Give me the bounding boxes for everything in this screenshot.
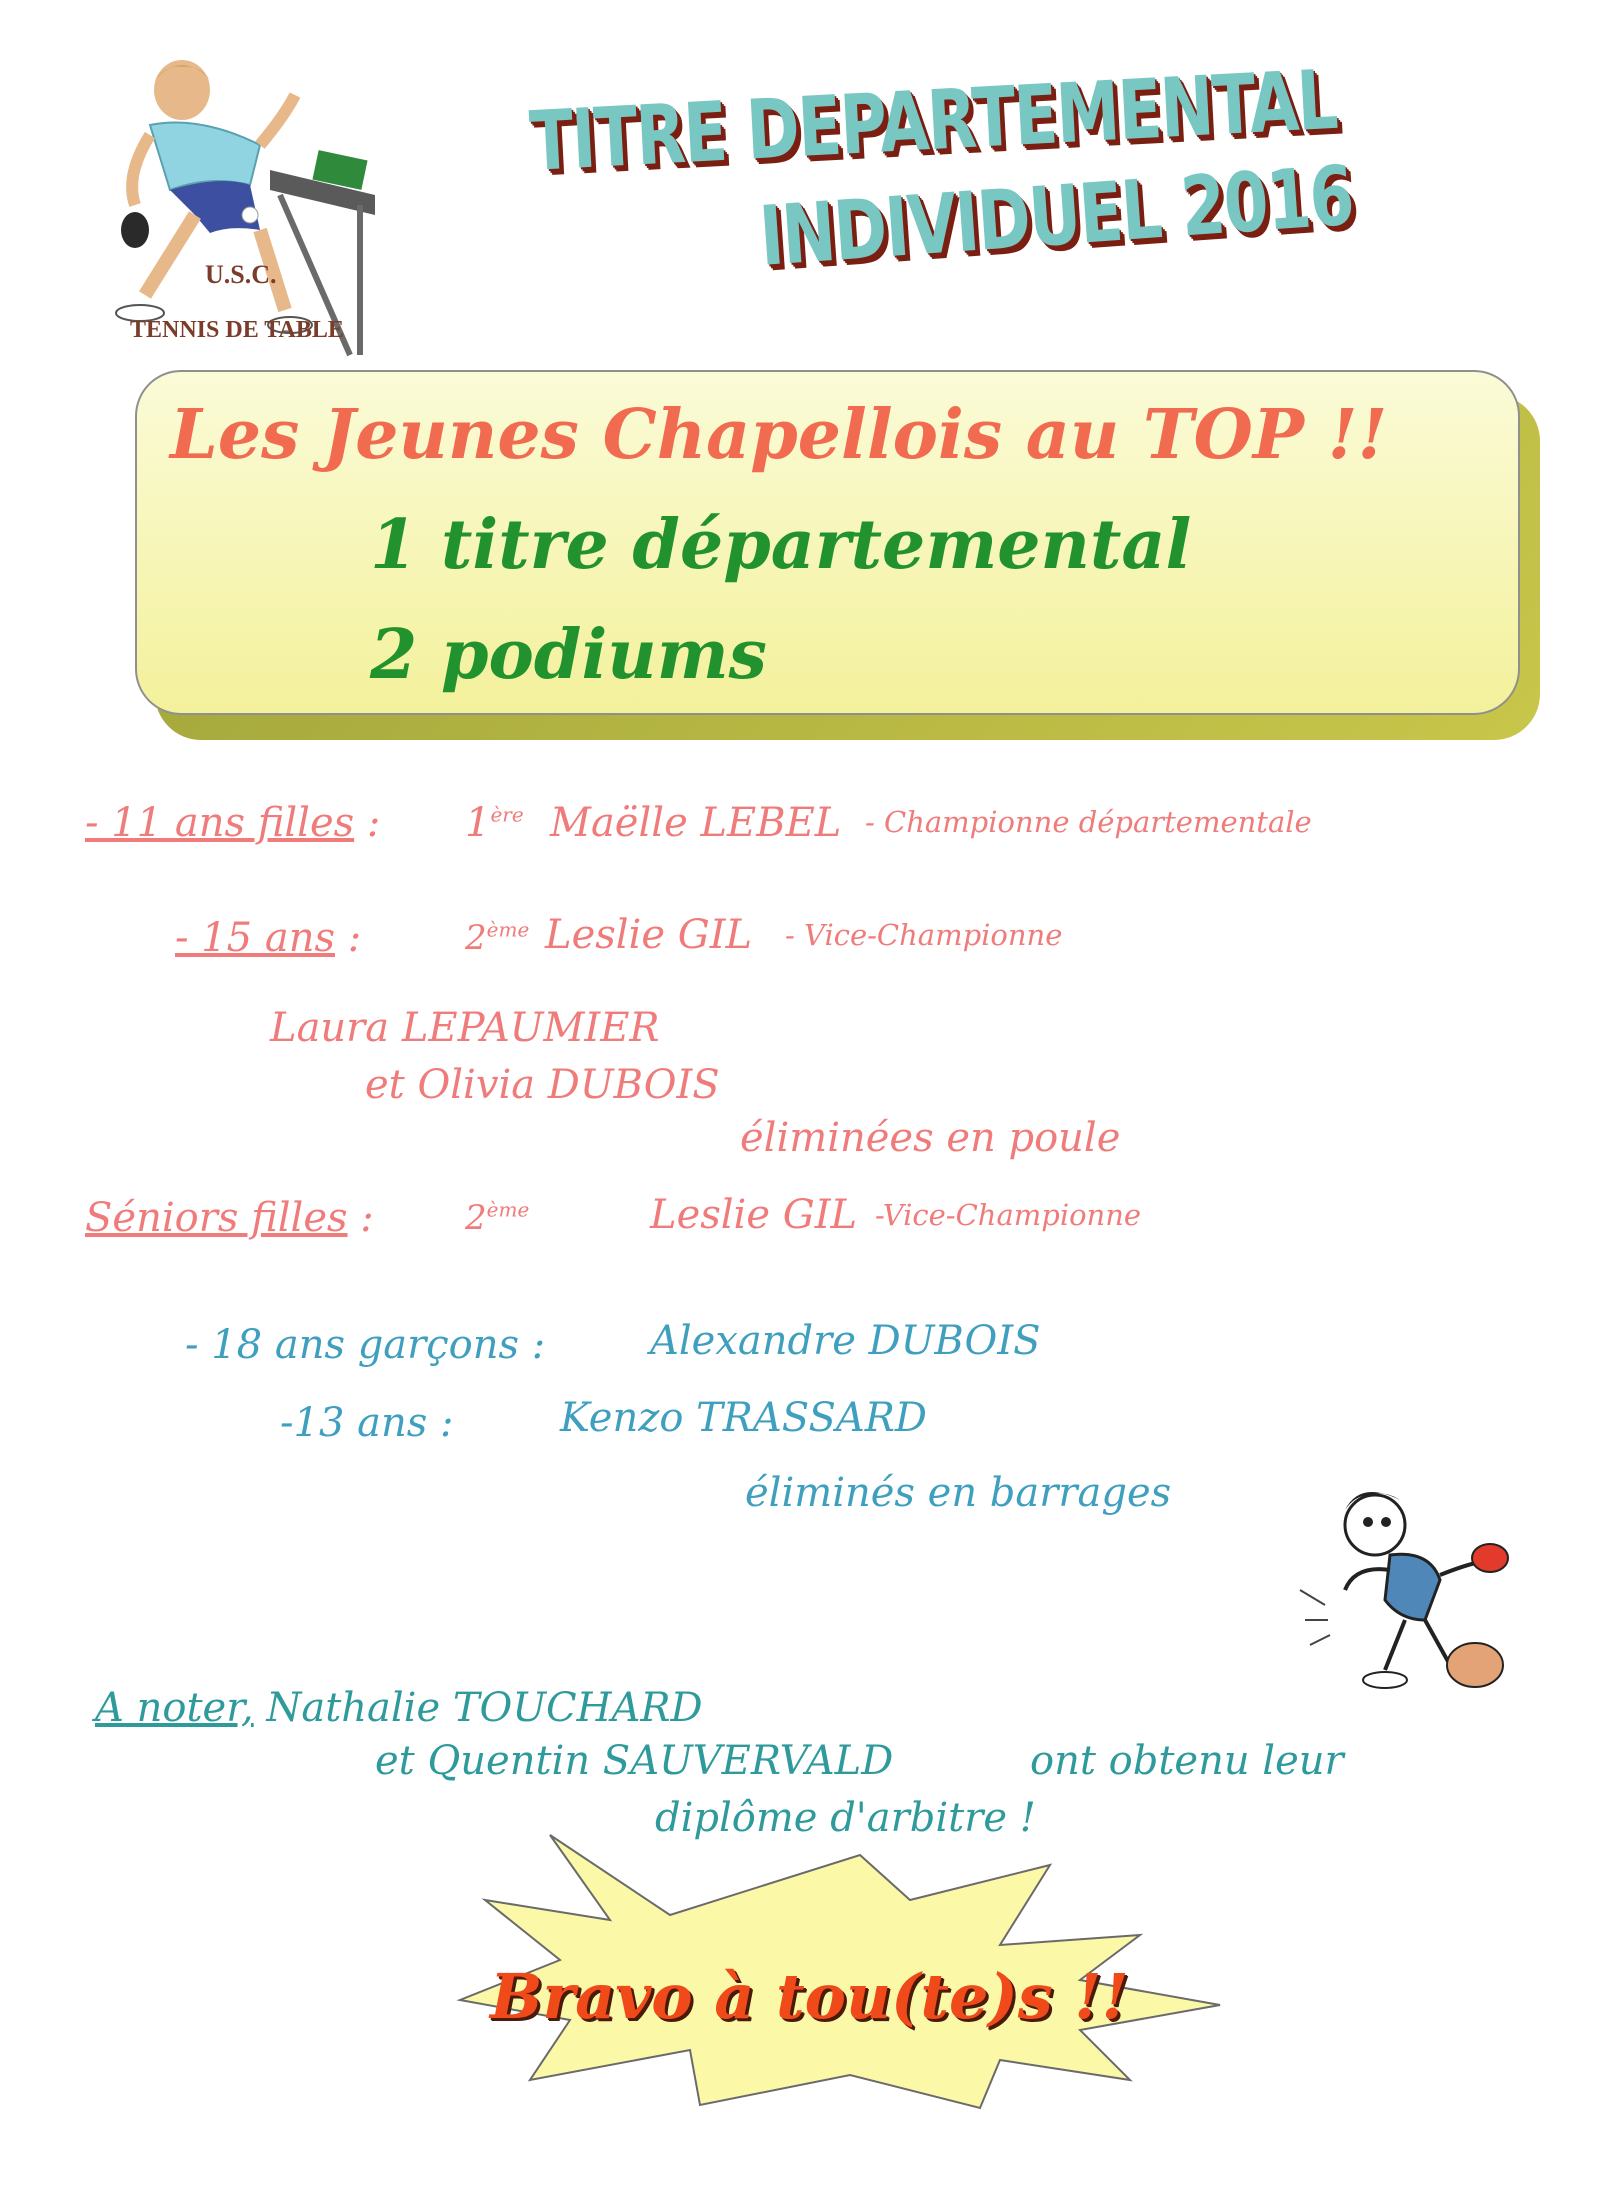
cartoon-player [1290,1470,1520,1710]
category-colon: : [354,800,381,846]
result-player-name: Leslie GIL [650,1192,858,1238]
rank-number: 1 [465,800,491,846]
category-15-ans [175,915,361,961]
cartoon-ping-pong-player-icon [1290,1470,1520,1710]
note-line-1 [95,1685,703,1731]
eliminated-player-2: et Olivia DUBOIS [365,1062,720,1108]
result-player-name: Alexandre DUBOIS [650,1318,1041,1364]
logo-club-name: TENNIS DE TABLE [130,317,344,343]
rank-number: 2 [465,918,487,958]
banner-line-podiums: 2 podiums [370,615,767,695]
rank-suffix: ère [490,802,524,827]
result-title: - Vice-Championne [785,918,1063,952]
club-logo [110,55,380,365]
category-colon: : [334,915,362,961]
banner-line-titles: 1 titre départemental [370,505,1192,585]
logo-club-initials: U.S.C. [205,260,277,289]
result-rank [465,918,529,958]
rank-number: 2 [465,1198,487,1238]
note-referee-1: Nathalie TOUCHARD [253,1685,703,1731]
category-colon: : [347,1195,374,1241]
note-obtained: ont obtenu leur [1030,1738,1344,1784]
category-seniors-filles [85,1195,374,1241]
eliminated-player-1: Laura LEPAUMIER [270,1005,660,1051]
category-13-ans: -13 ans : [280,1400,454,1446]
category-label: Séniors filles [85,1195,348,1241]
note-referee-2: et Quentin SAUVERVALD [375,1738,894,1784]
note-diploma: diplôme d'arbitre ! [655,1795,1036,1841]
result-rank [465,800,524,846]
result-player-name: Leslie GIL [545,912,753,958]
rank-suffix: ème [486,917,530,942]
bravo-message: Bravo à tou(te)s !! [490,1960,1129,2033]
result-title: -Vice-Championne [875,1198,1142,1232]
result-player-name: Maëlle LEBEL [550,800,842,846]
eliminated-note: éliminées en poule [740,1115,1121,1161]
eliminated-note: éliminés en barrages [745,1470,1172,1516]
category-18-ans-garcons: - 18 ans garçons : [185,1322,546,1368]
title-line-2: INDIVIDUEL 2016 [756,148,1356,285]
note-lead: A noter, [95,1685,254,1731]
category-label: - 11 ans filles [85,800,355,846]
category-label: - 15 ans [175,915,335,961]
result-title: - Championne départementale [865,805,1312,839]
result-player-name: Kenzo TRASSARD [560,1395,927,1441]
rank-suffix: ème [486,1197,530,1222]
title-line-1: TITRE DEPARTEMENTAL [527,52,1339,190]
category-11-ans-filles [85,800,380,846]
banner-headline: Les Jeunes Chapellois au TOP !! [170,395,1388,475]
result-rank [465,1198,529,1238]
